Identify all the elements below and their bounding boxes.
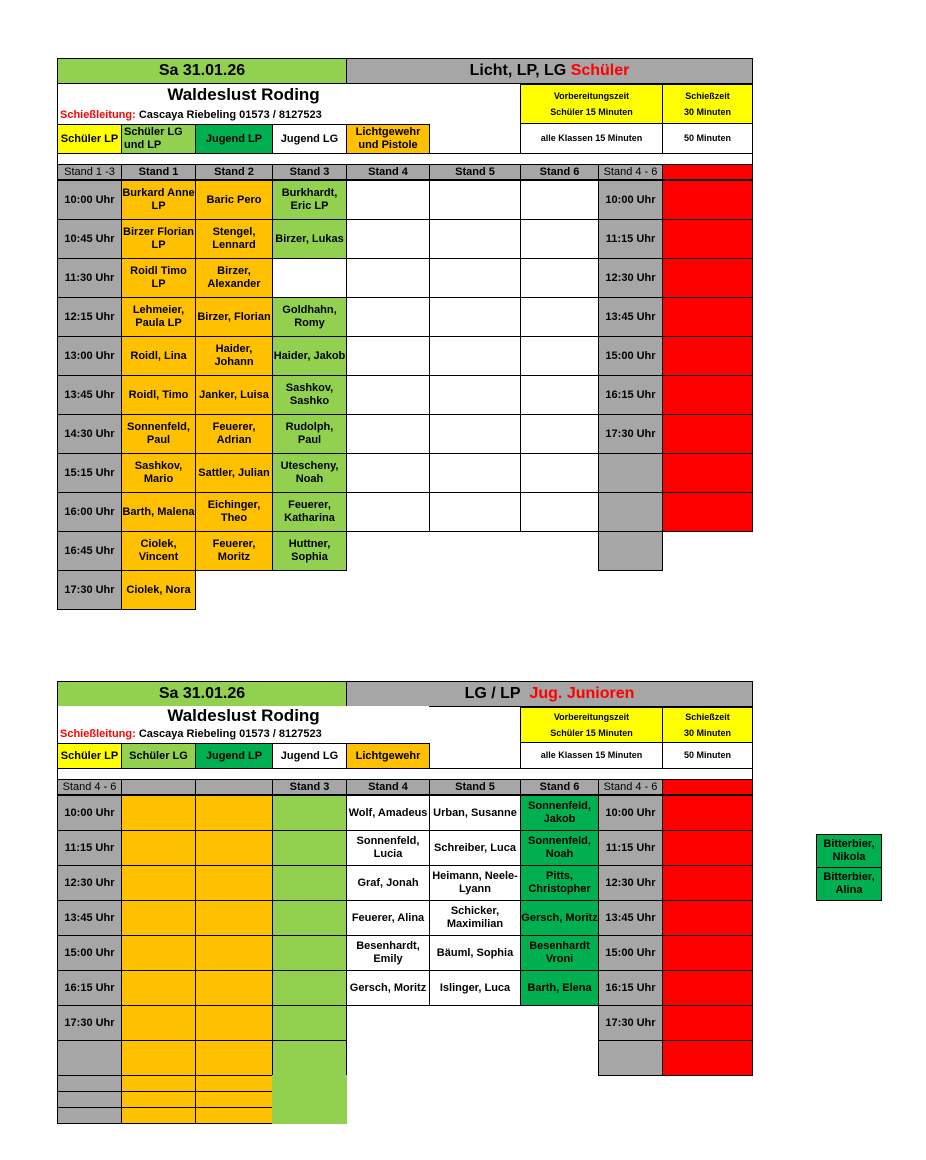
table1-stand2-cell: Janker, Luisa [195, 375, 273, 415]
table1-stand6-cell [520, 336, 599, 376]
table1-stand3-cell: Birzer, Lukas [272, 219, 347, 259]
table2-stand3-cell [272, 900, 347, 936]
table2-discipline-highlight: Jug. Junioren [529, 684, 635, 702]
table2-stand5-cell: Schreiber, Luca [429, 830, 521, 866]
table2-stand3-cell [272, 865, 347, 901]
table2-orange-cell [195, 830, 273, 866]
table2-orange-cell [121, 970, 196, 1006]
table2-discipline-text: LG / LP [464, 684, 521, 702]
table2-time46: 11:15 Uhr [598, 830, 663, 866]
table1-stand1-cell: Roidl, Lina [121, 336, 196, 376]
table1-stand1-cell: Roidl, Timo [121, 375, 196, 415]
table2-small-row [57, 1107, 122, 1124]
table1-stand3-cell: Rudolph, Paul [272, 414, 347, 454]
table2-red-cell [662, 900, 753, 936]
table1-stand4-cell [346, 492, 430, 532]
table1-stand5-cell [429, 492, 521, 532]
table1-time46 [598, 531, 663, 571]
table2-legend-jugend-lp: Jugend LP [195, 743, 273, 769]
table2-orange-cell [195, 1005, 273, 1041]
table1-time: 14:30 Uhr [57, 414, 122, 454]
table2-stand4-cell: Sonnenfeld, Lucia [346, 830, 430, 866]
table1-legend-lichtgewehr: Lichtgewehr und Pistole [346, 124, 430, 154]
table2-orange-cell [121, 865, 196, 901]
table1-header-stand6: Stand 6 [520, 164, 599, 180]
table2-date: Sa 31.01.26 [57, 681, 347, 707]
table2-shoot-30: 30 Minuten [683, 727, 731, 738]
table1-stand2-cell: Sattler, Julian [195, 453, 273, 493]
table1-stand1-cell: Birzer Florian LP [121, 219, 196, 259]
table1-legend-jugend-lp: Jugend LP [195, 124, 273, 154]
table2-stand4-cell: Wolf, Amadeus [346, 795, 430, 831]
table1-stand3-cell: Sashkov, Sashko [272, 375, 347, 415]
table1-time46: 10:00 Uhr [598, 180, 663, 220]
table2-header-blank1 [121, 779, 196, 795]
table1-stand4-cell [346, 219, 430, 259]
table1-stand4-cell [346, 453, 430, 493]
table2-red-cell [662, 1040, 753, 1076]
table1-time: 16:00 Uhr [57, 492, 122, 532]
table1-shoot-50: 50 Minuten [662, 123, 753, 154]
table1-leader [57, 106, 429, 124]
table2-stand6-cell: Besenhardt Vroni [520, 935, 599, 971]
table1-stand5-cell [429, 180, 521, 220]
table2-red-cell [662, 865, 753, 901]
table1-red-cell [662, 375, 753, 415]
table1-time46: 16:15 Uhr [598, 375, 663, 415]
table2-orange-cell [121, 1040, 196, 1076]
table1-stand6-cell [520, 414, 599, 454]
table2-orange-cell [195, 900, 273, 936]
table2-legend-schueler-lp: Schüler LP [57, 743, 122, 769]
table1-stand2-cell: Baric Pero [195, 180, 273, 220]
table2-shoot-50: 50 Minuten [662, 742, 753, 769]
table2-prep-box [520, 707, 663, 743]
table1-stand5-cell [429, 336, 521, 376]
table1-time: 16:45 Uhr [57, 531, 122, 571]
table2-header-red [662, 779, 753, 795]
table1-red-cell [662, 492, 753, 532]
table1-red-cell [662, 336, 753, 376]
table1-stand2-cell: Haider, Johann [195, 336, 273, 376]
table2-shoot-box [662, 707, 753, 743]
table2-leader-text: Cascaya Riebeling 01573 / 8127523 [138, 727, 322, 740]
table2-orange-cell [121, 935, 196, 971]
table2-small-row [121, 1075, 196, 1092]
table1-header-stand13: Stand 1 -3 [57, 164, 122, 180]
table1-time46 [598, 492, 663, 532]
table2-time [57, 1040, 122, 1076]
table1-header-stand3: Stand 3 [272, 164, 347, 180]
table1-header-stand46: Stand 4 - 6 [598, 164, 663, 180]
table1-stand3-cell: Burkhardt, Eric LP [272, 180, 347, 220]
table2-time46: 17:30 Uhr [598, 1005, 663, 1041]
table2-red-cell [662, 830, 753, 866]
table1-stand3-cell: Utescheny, Noah [272, 453, 347, 493]
table1-stand4-cell [346, 297, 430, 337]
table2-orange-cell [121, 795, 196, 831]
table2-small-row [195, 1107, 273, 1124]
table2-stand3-cell [272, 970, 347, 1006]
table2-stand5-cell: Schicker, Maximilian [429, 900, 521, 936]
table1-red-cell [662, 453, 753, 493]
table1-prep-schueler: Schüler 15 Minuten [550, 107, 633, 117]
table1-header-red [662, 164, 753, 180]
table2-orange-cell [195, 970, 273, 1006]
table1-red-cell [662, 414, 753, 454]
table2-header-stand3: Stand 3 [272, 779, 347, 795]
table2-leader [57, 725, 429, 743]
table1-red-cell [662, 219, 753, 259]
table1-discipline-highlight: Schüler [570, 61, 630, 79]
table1-stand1-cell: Sashkov, Mario [121, 453, 196, 493]
table2-header-blank2 [195, 779, 273, 795]
table2-stand5-cell: Bäuml, Sophia [429, 935, 521, 971]
table1-stand6-cell [520, 375, 599, 415]
table1-stand1-cell: Sonnenfeld, Paul [121, 414, 196, 454]
table2-stand6-cell: Pitts, Christopher [520, 865, 599, 901]
table2-small-row [57, 1091, 122, 1108]
table1-date: Sa 31.01.26 [57, 58, 347, 84]
table2-stand6-cell: Sonnenfeld, Noah [520, 830, 599, 866]
table1-stand6-cell [520, 219, 599, 259]
table1-stand1-cell: Ciolek, Vincent [121, 531, 196, 571]
table1-red-cell [662, 180, 753, 220]
table2-small-row [195, 1091, 273, 1108]
table2-orange-cell [121, 1005, 196, 1041]
table1-club: Waldeslust Roding [57, 84, 429, 106]
table2-red-cell [662, 795, 753, 831]
table1-stand2-cell: Feuerer, Adrian [195, 414, 273, 454]
table2-stand3-cell [272, 795, 347, 831]
table1-time: 17:30 Uhr [57, 570, 122, 610]
table2-header-stand6: Stand 6 [520, 779, 599, 795]
table2-time46: 13:45 Uhr [598, 900, 663, 936]
table2-orange-cell [195, 795, 273, 831]
table1-stand4-cell [346, 336, 430, 376]
table2-time46: 10:00 Uhr [598, 795, 663, 831]
table1-stand5-cell [429, 258, 521, 298]
table1-discipline-text: Licht, LP, LG [469, 61, 567, 79]
table2-discipline [346, 681, 753, 707]
table1-stand4-cell [346, 180, 430, 220]
table2-time46: 15:00 Uhr [598, 935, 663, 971]
table2-stand4-cell: Gersch, Moritz [346, 970, 430, 1006]
table1-time: 13:45 Uhr [57, 375, 122, 415]
table2-orange-cell [195, 865, 273, 901]
table2-stand6-cell: Barth, Elena [520, 970, 599, 1006]
table1-stand6-cell [520, 180, 599, 220]
table2-time: 17:30 Uhr [57, 1005, 122, 1041]
table2-time: 16:15 Uhr [57, 970, 122, 1006]
side-note-1: Bitterbier, Nikola [816, 834, 882, 868]
table2-small-row [195, 1075, 273, 1092]
table1-stand2-cell: Stengel, Lennard [195, 219, 273, 259]
table2-orange-cell [195, 935, 273, 971]
table1-time: 12:15 Uhr [57, 297, 122, 337]
table1-stand3-cell: Goldhahn, Romy [272, 297, 347, 337]
table2-time: 13:45 Uhr [57, 900, 122, 936]
table1-legend-jugend-lg: Jugend LG [272, 124, 347, 154]
side-note-2: Bitterbier, Alina [816, 867, 882, 901]
table1-discipline [346, 58, 753, 84]
table2-small-row [57, 1075, 122, 1092]
table1-time46: 13:45 Uhr [598, 297, 663, 337]
table2-prep-schueler: Schüler 15 Minuten [550, 727, 633, 738]
table1-stand3-cell: Huttner, Sophia [272, 531, 347, 571]
table2-stand5-cell: Urban, Susanne [429, 795, 521, 831]
table1-leader-label: Schießleitung: [60, 108, 136, 121]
table2-legend-schueler-lg: Schüler LG [121, 743, 196, 769]
table1-stand4-cell [346, 414, 430, 454]
table1-shoot-label: Schießzeit [685, 90, 730, 101]
table1-header-stand2: Stand 2 [195, 164, 273, 180]
table2-club: Waldeslust Roding [57, 706, 429, 726]
table2-time: 11:15 Uhr [57, 830, 122, 866]
table1-stand1-cell: Barth, Malena [121, 492, 196, 532]
table1-stand6-cell [520, 492, 599, 532]
table2-time46 [598, 1040, 663, 1076]
table2-orange-cell [121, 830, 196, 866]
table2-stand5-cell: Islinger, Luca [429, 970, 521, 1006]
table1-legend-schueler-lg-lp: Schüler LG und LP [121, 124, 196, 154]
table1-header-stand5: Stand 5 [429, 164, 521, 180]
table2-red-cell [662, 935, 753, 971]
table2-stand6-cell: Gersch, Moritz [520, 900, 599, 936]
table2-stand4-cell: Feuerer, Alina [346, 900, 430, 936]
table1-stand6-cell [520, 453, 599, 493]
table2-red-cell [662, 970, 753, 1006]
table1-stand6-cell [520, 297, 599, 337]
table1-stand1-cell: Burkard Anne LP [121, 180, 196, 220]
table1-time: 10:00 Uhr [57, 180, 122, 220]
table2-time: 15:00 Uhr [57, 935, 122, 971]
table1-shoot-box [662, 84, 753, 124]
table2-red-cell [662, 1005, 753, 1041]
table1-stand2-cell: Birzer, Florian [195, 297, 273, 337]
table2-time: 10:00 Uhr [57, 795, 122, 831]
table1-stand5-cell [429, 375, 521, 415]
table1-stand3-cell: Feuerer, Katharina [272, 492, 347, 532]
table1-legend-schueler-lp: Schüler LP [57, 124, 122, 154]
table1-time: 15:15 Uhr [57, 453, 122, 493]
table2-header-stand46-left: Stand 4 - 6 [57, 779, 122, 795]
table1-stand3-cell [272, 258, 347, 298]
table2-time46: 12:30 Uhr [598, 865, 663, 901]
table1-prep-box [520, 84, 663, 124]
table2-stand4-cell: Graf, Jonah [346, 865, 430, 901]
table1-stand1-cell: Ciolek, Nora [121, 570, 196, 610]
table2-orange-cell [121, 900, 196, 936]
table2-stand5-cell: Heimann, Neele-Lyann [429, 865, 521, 901]
table1-stand2-cell: Birzer, Alexander [195, 258, 273, 298]
table2-small-row [121, 1107, 196, 1124]
table1-time46 [598, 453, 663, 493]
table2-header-stand4: Stand 4 [346, 779, 430, 795]
table1-stand3-cell: Haider, Jakob [272, 336, 347, 376]
table1-time: 13:00 Uhr [57, 336, 122, 376]
table2-shoot-label: Schießzeit [685, 712, 730, 723]
table2-small-row [121, 1091, 196, 1108]
table1-stand2-cell: Eichinger, Theo [195, 492, 273, 532]
table1-time46: 12:30 Uhr [598, 258, 663, 298]
table2-stand3-cell [272, 935, 347, 971]
table1-time: 10:45 Uhr [57, 219, 122, 259]
table2-prep-label: Vorbereitungszeit [553, 712, 630, 723]
table2-stand3-cell [272, 1040, 347, 1076]
table1-red-cell [662, 258, 753, 298]
table1-leader-text: Cascaya Riebeling 01573 / 8127523 [138, 108, 322, 121]
table2-time46: 16:15 Uhr [598, 970, 663, 1006]
table2-leader-label: Schießleitung: [60, 727, 136, 740]
table2-legend-lichtgewehr: Lichtgewehr [346, 743, 430, 769]
table2-header-stand5: Stand 5 [429, 779, 521, 795]
table2-header-stand46-right: Stand 4 - 6 [598, 779, 663, 795]
table1-stand5-cell [429, 297, 521, 337]
table2-time: 12:30 Uhr [57, 865, 122, 901]
table1-time46: 15:00 Uhr [598, 336, 663, 376]
table2-prep-all: alle Klassen 15 Minuten [520, 742, 663, 769]
table2-orange-cell [195, 1040, 273, 1076]
table2-legend-jugend-lg: Jugend LG [272, 743, 347, 769]
table1-stand5-cell [429, 453, 521, 493]
table1-stand1-cell: Roidl Timo LP [121, 258, 196, 298]
table1-red-cell [662, 297, 753, 337]
table1-stand2-cell: Feuerer, Moritz [195, 531, 273, 571]
table1-time46: 17:30 Uhr [598, 414, 663, 454]
table2-stand3-cell [272, 830, 347, 866]
table1-time: 11:30 Uhr [57, 258, 122, 298]
table1-time46: 11:15 Uhr [598, 219, 663, 259]
table1-shoot-30: 30 Minuten [683, 107, 731, 117]
table1-prep-label: Vorbereitungszeit [553, 90, 630, 101]
table1-header-stand1: Stand 1 [121, 164, 196, 180]
table1-stand5-cell [429, 219, 521, 259]
table1-stand4-cell [346, 258, 430, 298]
table1-stand5-cell [429, 414, 521, 454]
table1-stand6-cell [520, 258, 599, 298]
table2-stand4-cell: Besenhardt, Emily [346, 935, 430, 971]
table1-stand4-cell [346, 375, 430, 415]
table2-stand3-cell [272, 1005, 347, 1041]
table2-green-tail [272, 1075, 347, 1124]
table1-header-stand4: Stand 4 [346, 164, 430, 180]
table1-stand1-cell: Lehmeier, Paula LP [121, 297, 196, 337]
table1-prep-all: alle Klassen 15 Minuten [520, 123, 663, 154]
table2-stand6-cell: Sonnenfeld, Jakob [520, 795, 599, 831]
